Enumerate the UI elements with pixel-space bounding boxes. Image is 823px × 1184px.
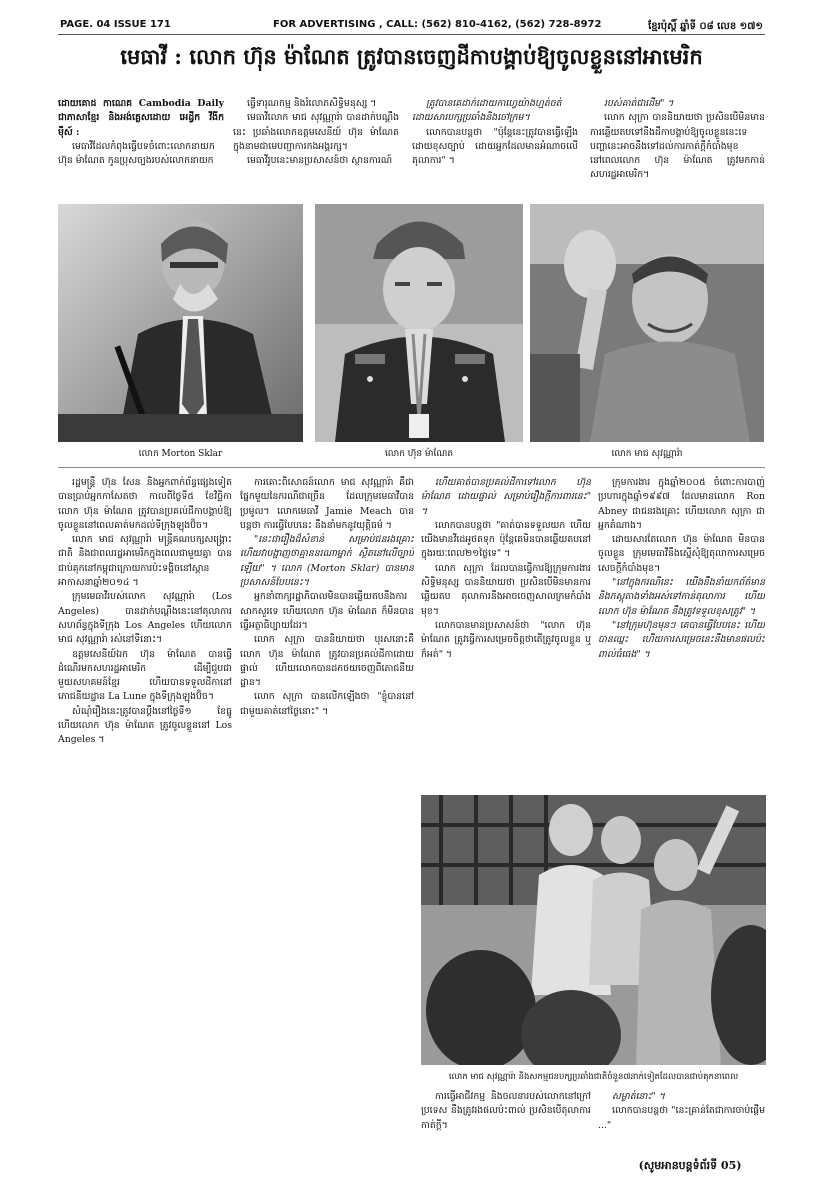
article-paragraph: អ្នកនាំពាក្យរដ្ឋាភិបាលមិនបានឆ្លើយតបនឹងការសាកសួរទេ ហើយលោក ហ៊ុន ម៉ាណែត ក៏មិនបានធ្វើអត្ថាធិប្បាយដែរ។	[240, 591, 414, 631]
article-paragraph: លោក សុក្រា បាននិយាយថា ប្រសិនបើមិនមានការឆ្លើយតបទៅនឹងដីកាបង្គាប់ឱ្យចូលខ្លួននេះទេ បញ្ហានេះអាចនឹងទៅដល់ការកាត់ក្តីកំបាំងមុខ នៅពេលលោក ហ៊ុន ម៉ាណែត ត្រូវមកកាន់សហរដ្ឋអាមេរិក។	[590, 112, 765, 181]
article-paragraph: លោក សុក្រា បាននិយាយថា បុរសនោះគឺលោក ហ៊ុន ម៉ាណែត ត្រូវបានប្រគល់ដីកាដោយផ្ទាល់ ហើយលោកបានដកថយចេញពីភោជនីយដ្ឋាន។	[240, 634, 414, 689]
article-paragraph: "នៅក្នុងករណីនេះ យើងនឹងនាំយកព័ត៌មាន និងភស្តុតាងទាំងអស់ទៅកាន់តុលាការ ហើយលោក ហ៊ុន ម៉ាណែត នឹងត្រូវទទួលខុសត្រូវ" ។	[598, 577, 765, 617]
caption-hun-manet: លោក ហ៊ុន ម៉ាណែត	[384, 449, 454, 459]
section-divider	[58, 467, 765, 468]
top-column-3	[412, 97, 578, 195]
caption-meach-sovannara: លោក មាជ សុវណ្ណារ៉ា	[611, 449, 683, 459]
article-paragraph: លោក មាជ សុវណ្ណារ៉ា មន្ត្រីគណបក្សសង្គ្រោះជាតិ និងជាពលរដ្ឋអាមេរិកក្នុងពេលជាមួយគ្នា បានជាប់គុកនៅកម្ពុជាក្រោយការប៉ះទង្គិចនៅស្ពានអាកាសនាឆ្នាំ២០១៤ ។	[58, 534, 232, 589]
top-column-4	[590, 97, 765, 195]
article-paragraph: សំណុំរឿងនេះត្រូវបានប្តឹងនៅថ្ងៃទី១ ខែធ្នូ ហើយលោក ហ៊ុន ម៉ាណែត ត្រូវចូលខ្លួននៅ Los Angeles ។	[58, 705, 232, 746]
article-paragraph: ឧត្តមសេនីយ៍ឯក ហ៊ុន ម៉ាណែត បានធ្វើដំណើរមកសហរដ្ឋអាមេរិក ដើម្បីជួបជាមួយសហគមន៍ខ្មែរ ហើយបានទទួលដីកានៅភោជនីយដ្ឋាន La Lune ក្នុងទីក្រុងឡុងប៊ិច។	[58, 648, 232, 703]
photo-hun-manet	[315, 204, 523, 442]
article-paragraph: ដោយគោដ កាណេគ Cambodia Daily ជាភាសាខ្មែរ និងអង់គ្លេសដោយ អេដ្វីក វីងីក ម៉ឺស៍ :	[58, 98, 224, 138]
bottom-column-4	[598, 476, 765, 786]
page-number: PAGE. 04 ISSUE 171	[60, 19, 171, 30]
continued-on-page: (សូមអានបន្តទំព័រទី 05)	[638, 1159, 742, 1172]
page-header	[58, 18, 765, 35]
article-paragraph: ដោយសារតែលោក ហ៊ុន ម៉ាណែត មិនបានចូលខ្លួន ក្រុមមេធាវីនឹងស្នើសុំឱ្យតុលាការសម្រេចសេចក្តីកំបាំងមុខ។	[598, 534, 765, 574]
photo-hun-manet-image	[315, 204, 523, 442]
photo-morton-sklar	[58, 204, 303, 442]
bottom-column-2	[240, 476, 414, 1166]
top-column-1	[58, 97, 224, 195]
article-paragraph: មេធាវីរូបនេះមានប្រសាសន៍ថា ស្ថានការណ៍	[247, 155, 393, 167]
photo-morton-sklar-image	[58, 204, 303, 442]
photo-opposition-activists-image	[421, 795, 766, 1065]
article-paragraph: រដ្ឋមន្ត្រី ហ៊ុន សែន និងអ្នកពាក់ព័ន្ធផ្សេងទៀត បានប្រាប់អ្នកកាសែតថា កាលពីថ្ងៃទី៥ ខែវិច្ឆិកា លោក ហ៊ុន ម៉ាណែត ត្រូវបានប្រគល់ដីកាបង្គាប់ឱ្យចូលខ្លួននៅពេលគាត់មកដល់ទីក្រុងឡុងប៊ិច។	[58, 477, 232, 531]
top-column-2	[233, 97, 399, 195]
bottom-column-3-continued	[421, 1090, 591, 1156]
caption-opposition-activists: លោក មាជ សុវណ្ណារ៉ា និងសកម្មជនបក្សប្រឆាំងជាតិចំនួន៧នាក់ទៀតដែលបានជាប់គុកនាពេល	[448, 1072, 739, 1082]
article-paragraph: សម្ងាត់នោះ" ។	[612, 1091, 665, 1102]
article-paragraph: ការគោះពិសោធន៍លោក មាជ សុវណ្ណារ៉ា គឺជាផ្នែកមួយនៃករណីជាច្រើន ដែលក្រុមមេធាវីបានប្រមូល។ លោកមេធាវី Jamie Meach បានបន្តថា ការធ្វើបែបនេះ នឹងនាំមកនូវយុត្តិធម៌ ។	[240, 477, 414, 531]
article-paragraph: លោក សុក្រា បានលើកឡើងថា "ខ្ញុំបាននៅជាមួយគាត់នៅថ្ងៃនោះ" ។	[240, 691, 414, 717]
bottom-column-1	[58, 476, 232, 1166]
photo-opposition-activists	[421, 795, 766, 1065]
article-paragraph: មេធាវីលោក មាជ សុវណ្ណារ៉ា បានដាក់បណ្តឹងនេះ ប្រឆាំងលោកឧត្តមសេនីយ៍ ហ៊ុន ម៉ាណែត ក្នុងនាមជាមេបញ្ជាការកងអង្គរក្ស។	[233, 112, 399, 152]
article-paragraph: ធ្វើទារុណកម្ម និងរំលោភសិទ្ធិមនុស្ស ។	[247, 98, 377, 109]
article-paragraph: លោកបានបន្តថា "គាត់បានទទួលយក ហើយយើងមានវីដេអូថតទុក ប៉ុន្តែគេមិនបានឆ្លើយតបនៅក្នុងរយៈពេល២១ថ្ងៃទេ" ។	[421, 519, 591, 560]
article-paragraph: លោកបានបន្តថា "នេះគ្រាន់តែជាការចាប់ផ្តើម ..."	[598, 1105, 765, 1131]
article-paragraph: របស់គាត់ជាដើម" ។	[604, 98, 674, 109]
photo-meach-sovannara	[530, 204, 764, 442]
article-paragraph: ក្រុមការងារ ក្នុងឆ្នាំ២០០៥ ចំពោះការបាញ់ប្រហារក្នុងឆ្នាំ១៩៩៧ ដែលមានលោក Ron Abney ជាជនរងគ្រោះ ហើយលោក សុក្រា ជាអ្នកតំណាង។	[598, 477, 765, 531]
article-paragraph: លោកបានបន្តថា "ប៉ុន្តែនេះត្រូវបានធ្វើឡើងដោយខុសច្បាប់ ដោយអ្នកដែលមានអំណាចលើតុលាការ" ។	[412, 126, 578, 167]
article-paragraph: លោក សុក្រា ដែលបានធ្វើការឱ្យក្រុមការងារសិទ្ធិមនុស្ស បាននិយាយថា ប្រសិនបើមិនមានការឆ្លើយតប តុលាការនឹងអាចចេញសាលក្រមកំបាំងមុខ។	[421, 562, 591, 617]
article-paragraph: លោកបានមានប្រសាសន៍ថា "លោក ហ៊ុន ម៉ាណែត ត្រូវធ្វើការសម្រេចចិត្តថាតើត្រូវចូលខ្លួន ឬក៏អត់" ។	[421, 619, 591, 660]
article-paragraph: "នៅក្រុមហ៊ុនមុនៗ គេបានធ្វើបែបនេះ ហើយបានឈ្នះ ហើយការសម្រេចនេះនឹងមានផលប៉ះពាល់ធំធេង" ។	[598, 619, 765, 660]
advertising-contact: FOR ADVERTISING , CALL: (562) 810-4162, (562) 728-8972	[273, 19, 602, 30]
article-paragraph: មេធាវីដែលកំពុងធ្វើបទចំពោះលោកនាយក ហ៊ុន ម៉ាណែត កូនប្រុសច្បងរបស់លោកនាយក	[58, 140, 215, 167]
article-paragraph: "នេះជារឿងដ៏សំខាន់ សម្រាប់ជនរងគ្រោះ ហើយវាបង្ហាញថាគ្មាននរណាម្នាក់ ស្ថិតនៅលើច្បាប់ឡើយ" ។ លោក (Morton Sklar) បានមានប្រសាសន៍បែបនេះ។	[240, 534, 414, 589]
article-paragraph: ការធ្វើអាជីវកម្ម និងចលនារបស់លោកនៅក្រៅប្រទេស នឹងត្រូវរងផលប៉ះពាល់ ប្រសិនបើតុលាការកាត់ក្តី។	[421, 1091, 591, 1131]
bottom-column-3	[421, 476, 591, 786]
bottom-column-4-continued	[598, 1090, 765, 1156]
photo-meach-sovannara-image	[530, 204, 764, 442]
article-paragraph: ត្រូវបានគេដាក់ដោយកាហ្វេយ៉ាងហ្មត់ចត់ ដោយសារបក្សប្រឆាំងនិងចៅក្រម។	[412, 98, 562, 124]
headline: មេធាវី : លោក ហ៊ុន ម៉ាណែត ត្រូវបានចេញដីកាបង្គាប់ឱ្យចូលខ្លួននៅអាមេរិក	[120, 44, 703, 69]
publication-issue: ខ្មែរប៉ុស្តិ៍ ឆ្នាំទី ០៨ លេខ ១៧១	[648, 21, 763, 32]
caption-morton-sklar: លោក Morton Sklar	[138, 449, 223, 459]
article-paragraph: ក្រុមមេធាវីរបស់លោក សុវណ្ណារ៉ា (Los Angeles) បានដាក់បណ្តឹងនេះនៅតុលាការសហព័ន្ធក្នុងទីក្រុង Los Angeles ហើយលោក មាជ សុវណ្ណារ៉ា រស់នៅទីនោះ។	[58, 591, 232, 646]
article-paragraph: ហើយគាត់បានប្រគល់ដីកាទៅលោក ហ៊ុន ម៉ាណែត ដោយផ្ទាល់ សម្រាប់រឿងក្តីការពារនេះ" ។	[421, 477, 591, 517]
